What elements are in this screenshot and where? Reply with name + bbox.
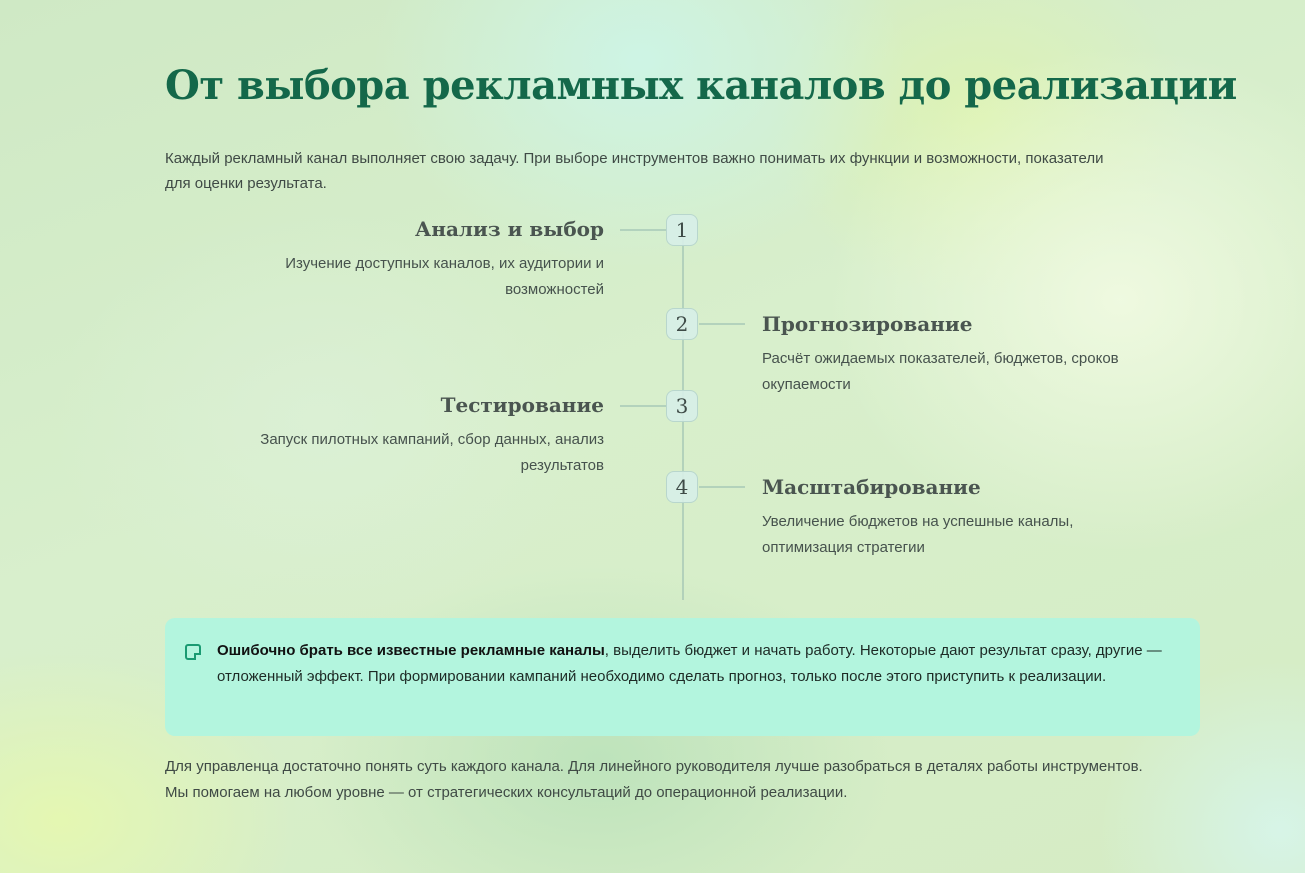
step-description: Запуск пилотных кампаний, сбор данных, анализ результатов [260, 431, 604, 474]
note-bold-text: Ошибочно брать все известные рекламные каналы [217, 642, 605, 659]
callout-note [165, 618, 1200, 736]
page-title: От выбора рекламных каналов до реализации [165, 62, 1237, 109]
intro-text: Каждый рекламный канал выполняет свою задачу. При выборе инструментов важно понимать их функции и возможности, показатели для оценки результата. [165, 150, 1104, 192]
step-connector [620, 229, 666, 231]
step-description: Увеличение бюджетов на успешные каналы, оптимизация стратегии [762, 513, 1074, 556]
step-title: Прогнозирование [762, 312, 973, 336]
step-description: Расчёт ожидаемых показателей, бюджетов, сроков окупаемости [762, 350, 1119, 393]
step-title: Тестирование [440, 393, 604, 417]
step-description: Изучение доступных каналов, их аудитории и возможностей [285, 255, 604, 298]
step-number: 3 [666, 390, 698, 422]
step-title: Анализ и выбор [415, 217, 604, 241]
step-connector [620, 405, 666, 407]
note-icon [185, 644, 201, 660]
note-body-text: , выделить бюджет и начать работу. Некоторые дают результат сразу, другие — отложенный эффект. При формировании кампаний необходимо сделать прогноз, только после этого приступить к реализации. [217, 642, 1162, 685]
outro-text: Для управленца достаточно понять суть каждого канала. Для линейного руководителя лучше разобраться в деталях работы инструментов. Мы помогаем на любом уровне — от стратегических консультаций до операционной реализации. [165, 758, 1143, 801]
step-title: Масштабирование [762, 475, 981, 499]
note-text [217, 638, 1182, 689]
step-connector [699, 323, 745, 325]
step-connector [699, 486, 745, 488]
step-number: 1 [666, 214, 698, 246]
step-number: 4 [666, 471, 698, 503]
step-number: 2 [666, 308, 698, 340]
